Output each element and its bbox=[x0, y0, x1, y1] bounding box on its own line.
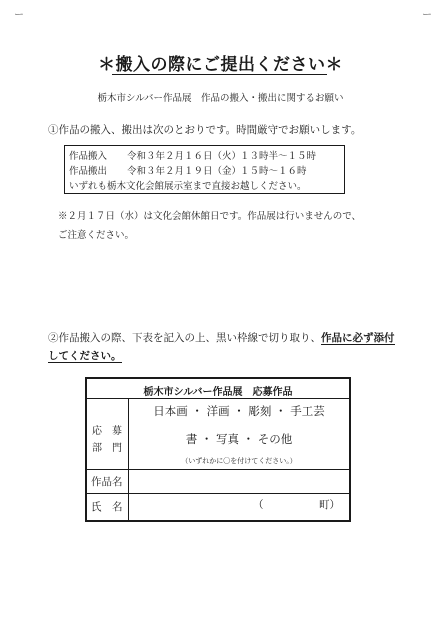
category-label-2: 部 門 bbox=[92, 443, 122, 454]
category-options-line1: 日本画 ・ 洋画 ・ 彫刻 ・ 手工芸 bbox=[153, 404, 325, 418]
corner-mark-right: ー bbox=[422, 10, 432, 21]
section2-line1 bbox=[48, 330, 395, 345]
entry-form bbox=[85, 377, 351, 522]
work-name-label: 作品名 bbox=[91, 476, 123, 488]
form-divider bbox=[87, 493, 349, 494]
town-suffix: 町） bbox=[319, 499, 340, 511]
schedule-time: １３時半～１５時 bbox=[240, 151, 317, 162]
section2-emphasis-1: 作品に必ず添付 bbox=[321, 332, 395, 344]
document-title: ＊搬入の際にご提出ください＊ bbox=[98, 55, 343, 75]
form-divider bbox=[87, 398, 349, 399]
schedule-date: 令和３年２月１９日（金） bbox=[127, 166, 242, 177]
schedule-time: １５時～１６時 bbox=[240, 166, 307, 177]
name-label: 氏 名 bbox=[91, 501, 123, 513]
section1-heading: ①作品の搬入、搬出は次のとおりです。時間厳守でお願いします。 bbox=[48, 124, 362, 136]
category-hint: （いずれかに〇を付けてください。） bbox=[181, 457, 297, 465]
schedule-label: 作品搬入 bbox=[69, 151, 108, 162]
schedule-note: いずれも栃木文化会館展示室まで直接お越しください。 bbox=[69, 181, 307, 192]
section2-line1-text: ②作品搬入の際、下表を記入の上、黒い枠線で切り取り、 bbox=[48, 332, 321, 344]
corner-mark-left: ー bbox=[14, 10, 24, 21]
form-divider bbox=[87, 469, 349, 470]
schedule-box bbox=[64, 145, 345, 194]
category-label-1: 応 募 bbox=[92, 426, 122, 437]
schedule-label: 作品搬出 bbox=[69, 166, 108, 177]
closure-note-line1: ※２月１７日（水）は文化会館休館日です。作品展は行いませんので、 bbox=[58, 211, 362, 222]
closure-note-line2: ご注意ください。 bbox=[58, 230, 135, 241]
schedule-row-delivery bbox=[69, 149, 344, 164]
schedule-row-collection bbox=[69, 164, 344, 179]
category-options-line2: 書 ・ 写真 ・ その他 bbox=[185, 432, 293, 446]
section2-emphasis-2: してください。 bbox=[48, 350, 122, 362]
schedule-date: 令和３年２月１６日（火） bbox=[127, 151, 242, 162]
town-paren-open: （ bbox=[253, 499, 264, 511]
form-header: 栃木市シルバー作品展 応募作品 bbox=[143, 387, 293, 398]
document-subtitle: 栃木市シルバー作品展 作品の搬入・搬出に関するお願い bbox=[97, 93, 344, 104]
title-underline bbox=[112, 74, 327, 75]
section2-line2 bbox=[48, 348, 122, 363]
